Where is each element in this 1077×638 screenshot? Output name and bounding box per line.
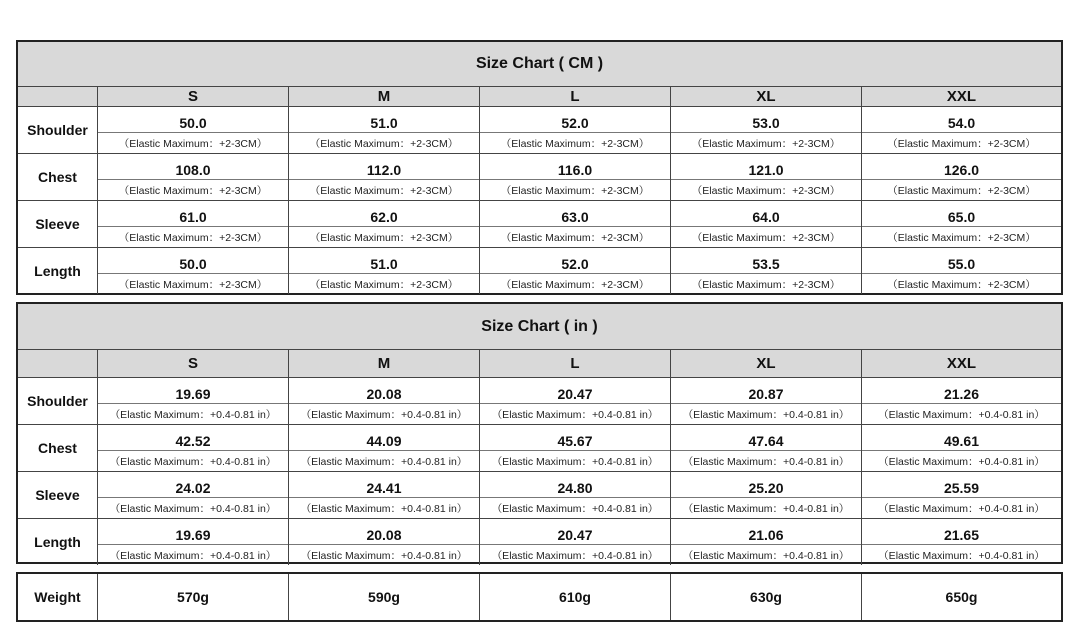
elastic-note: （Elastic Maximum：+2-3CM）: [691, 184, 841, 197]
value-cell-m: [289, 154, 480, 200]
measurement-value: 53.5: [671, 248, 861, 274]
elastic-note: （Elastic Maximum：+2-3CM）: [691, 231, 841, 244]
value-cell-s: [98, 248, 289, 294]
row-label: Sleeve: [18, 472, 98, 518]
size-header-s: S: [98, 87, 289, 106]
weight-value-xxl: 650g: [945, 589, 978, 605]
elastic-note: （Elastic Maximum：+0.4-0.81 in）: [491, 455, 659, 468]
elastic-note: （Elastic Maximum：+2-3CM）: [500, 184, 650, 197]
value-cell-xxl: [862, 519, 1061, 565]
value-cell-xl: [671, 248, 862, 294]
value-cell-l: [480, 472, 671, 518]
value-cell-m: [289, 201, 480, 247]
measurement-value: 21.26: [862, 378, 1061, 404]
measurement-value: 20.47: [480, 519, 670, 545]
measurement-value: 42.52: [98, 425, 288, 451]
value-cell-s: [98, 107, 289, 153]
measurement-value: 62.0: [289, 201, 479, 227]
elastic-note: （Elastic Maximum：+0.4-0.81 in）: [300, 502, 468, 515]
measurement-value: 52.0: [480, 248, 670, 274]
measurement-value: 24.80: [480, 472, 670, 498]
table-row: [18, 248, 1061, 294]
value-cell-xl: [671, 378, 862, 424]
value-cell-xxl: [862, 472, 1061, 518]
elastic-note: （Elastic Maximum：+2-3CM）: [118, 231, 268, 244]
measurement-value: 47.64: [671, 425, 861, 451]
measurement-value: 126.0: [862, 154, 1061, 180]
value-cell-xxl: [862, 378, 1061, 424]
value-cell-l: [480, 201, 671, 247]
elastic-note: （Elastic Maximum：+0.4-0.81 in）: [682, 455, 850, 468]
elastic-note: （Elastic Maximum：+0.4-0.81 in）: [109, 408, 277, 421]
value-cell-xxl: [862, 201, 1061, 247]
row-label: Shoulder: [18, 378, 98, 424]
measurement-value: 65.0: [862, 201, 1061, 227]
elastic-note: （Elastic Maximum：+0.4-0.81 in）: [491, 549, 659, 562]
measurement-value: 49.61: [862, 425, 1061, 451]
elastic-note: （Elastic Maximum：+2-3CM）: [691, 137, 841, 150]
measurement-value: 54.0: [862, 107, 1061, 133]
value-cell-xl: [671, 107, 862, 153]
size-chart-cm-title: Size Chart ( CM ): [18, 42, 1061, 87]
size-chart-in-header: [18, 350, 1061, 378]
measurement-value: 112.0: [289, 154, 479, 180]
header-corner: [18, 350, 98, 377]
weight-value-m: 590g: [289, 574, 480, 620]
elastic-note: （Elastic Maximum：+2-3CM）: [691, 278, 841, 291]
value-cell-xxl: [862, 248, 1061, 294]
measurement-value: 63.0: [480, 201, 670, 227]
elastic-note: （Elastic Maximum：+2-3CM）: [309, 231, 459, 244]
elastic-note: （Elastic Maximum：+2-3CM）: [118, 278, 268, 291]
weight-row: [18, 574, 1061, 620]
elastic-note: （Elastic Maximum：+0.4-0.81 in）: [109, 502, 277, 515]
size-header-xxl: XXL: [946, 355, 977, 372]
elastic-note: （Elastic Maximum：+2-3CM）: [500, 278, 650, 291]
header-corner: [18, 87, 98, 106]
measurement-value: 53.0: [671, 107, 861, 133]
size-header-l: L: [480, 87, 671, 106]
measurement-value: 44.09: [289, 425, 479, 451]
elastic-note: （Elastic Maximum：+0.4-0.81 in）: [682, 408, 850, 421]
value-cell-xl: [671, 154, 862, 200]
measurement-value: 25.20: [671, 472, 861, 498]
value-cell-m: [289, 107, 480, 153]
elastic-note: （Elastic Maximum：+2-3CM）: [887, 231, 1036, 244]
table-row: [18, 378, 1061, 425]
row-label: Shoulder: [18, 107, 98, 153]
weight-value-s: 570g: [98, 574, 289, 620]
measurement-value: 116.0: [480, 154, 670, 180]
elastic-note: （Elastic Maximum：+0.4-0.81 in）: [300, 408, 468, 421]
size-chart-in-title: Size Chart ( in ): [18, 304, 1061, 350]
elastic-note: （Elastic Maximum：+0.4-0.81 in）: [109, 455, 277, 468]
weight-value-l: 610g: [480, 574, 671, 620]
size-chart-cm-header: [18, 87, 1061, 107]
elastic-note: （Elastic Maximum：+2-3CM）: [118, 137, 268, 150]
row-label: Length: [18, 248, 98, 294]
measurement-value: 61.0: [98, 201, 288, 227]
size-header-xl: XL: [671, 350, 862, 377]
size-header-s: S: [98, 350, 289, 377]
size-header-xxl: XXL: [946, 88, 977, 105]
value-cell-xxl: [862, 154, 1061, 200]
measurement-value: 21.06: [671, 519, 861, 545]
value-cell-xxl: [862, 425, 1061, 471]
value-cell-m: [289, 248, 480, 294]
elastic-note: （Elastic Maximum：+0.4-0.81 in）: [300, 455, 468, 468]
measurement-value: 20.08: [289, 519, 479, 545]
table-row: [18, 107, 1061, 154]
measurement-value: 50.0: [98, 248, 288, 274]
value-cell-xl: [671, 201, 862, 247]
value-cell-m: [289, 425, 480, 471]
elastic-note: （Elastic Maximum：+2-3CM）: [309, 184, 459, 197]
measurement-value: 24.02: [98, 472, 288, 498]
elastic-note: （Elastic Maximum：+0.4-0.81 in）: [682, 502, 850, 515]
elastic-note: （Elastic Maximum：+0.4-0.81 in）: [682, 549, 850, 562]
size-header-xl: XL: [671, 87, 862, 106]
measurement-value: 19.69: [98, 378, 288, 404]
value-cell-s: [98, 201, 289, 247]
measurement-value: 24.41: [289, 472, 479, 498]
value-cell-s: [98, 519, 289, 565]
row-label: Length: [18, 519, 98, 565]
value-cell-xl: [671, 472, 862, 518]
measurement-value: 52.0: [480, 107, 670, 133]
elastic-note: （Elastic Maximum：+0.4-0.81 in）: [878, 502, 1045, 515]
row-label: Chest: [18, 154, 98, 200]
measurement-value: 20.87: [671, 378, 861, 404]
elastic-note: （Elastic Maximum：+0.4-0.81 in）: [878, 549, 1045, 562]
value-cell-l: [480, 154, 671, 200]
weight-label: Weight: [18, 574, 98, 620]
measurement-value: 21.65: [862, 519, 1061, 545]
value-cell-xl: [671, 425, 862, 471]
value-cell-s: [98, 425, 289, 471]
row-label: Chest: [18, 425, 98, 471]
value-cell-s: [98, 378, 289, 424]
value-cell-xl: [671, 519, 862, 565]
table-row: [18, 519, 1061, 565]
measurement-value: 20.08: [289, 378, 479, 404]
size-chart-in: [16, 302, 1063, 564]
measurement-value: 25.59: [862, 472, 1061, 498]
size-header-m: M: [289, 87, 480, 106]
size-chart-cm: [16, 40, 1063, 295]
table-row: [18, 425, 1061, 472]
elastic-note: （Elastic Maximum：+2-3CM）: [500, 137, 650, 150]
value-cell-l: [480, 378, 671, 424]
elastic-note: （Elastic Maximum：+2-3CM）: [887, 278, 1036, 291]
measurement-value: 19.69: [98, 519, 288, 545]
value-cell-l: [480, 425, 671, 471]
elastic-note: （Elastic Maximum：+0.4-0.81 in）: [491, 502, 659, 515]
elastic-note: （Elastic Maximum：+0.4-0.81 in）: [491, 408, 659, 421]
weight-value-xl: 630g: [671, 574, 862, 620]
value-cell-m: [289, 519, 480, 565]
size-header-l: L: [480, 350, 671, 377]
weight-table: [16, 572, 1063, 622]
table-row: [18, 201, 1061, 248]
value-cell-m: [289, 472, 480, 518]
elastic-note: （Elastic Maximum：+0.4-0.81 in）: [300, 549, 468, 562]
measurement-value: 64.0: [671, 201, 861, 227]
value-cell-l: [480, 107, 671, 153]
elastic-note: （Elastic Maximum：+2-3CM）: [500, 231, 650, 244]
value-cell-m: [289, 378, 480, 424]
size-chart-in-body: [18, 378, 1061, 565]
value-cell-s: [98, 154, 289, 200]
value-cell-xxl: [862, 107, 1061, 153]
elastic-note: （Elastic Maximum：+0.4-0.81 in）: [878, 408, 1045, 421]
measurement-value: 45.67: [480, 425, 670, 451]
measurement-value: 108.0: [98, 154, 288, 180]
size-header-m: M: [289, 350, 480, 377]
elastic-note: （Elastic Maximum：+2-3CM）: [887, 184, 1036, 197]
measurement-value: 121.0: [671, 154, 861, 180]
elastic-note: （Elastic Maximum：+0.4-0.81 in）: [109, 549, 277, 562]
measurement-value: 55.0: [862, 248, 1061, 274]
measurement-value: 50.0: [98, 107, 288, 133]
measurement-value: 51.0: [289, 248, 479, 274]
row-label: Sleeve: [18, 201, 98, 247]
value-cell-l: [480, 519, 671, 565]
elastic-note: （Elastic Maximum：+2-3CM）: [309, 278, 459, 291]
measurement-value: 20.47: [480, 378, 670, 404]
table-row: [18, 472, 1061, 519]
table-row: [18, 154, 1061, 201]
elastic-note: （Elastic Maximum：+0.4-0.81 in）: [878, 455, 1045, 468]
value-cell-l: [480, 248, 671, 294]
value-cell-s: [98, 472, 289, 518]
measurement-value: 51.0: [289, 107, 479, 133]
elastic-note: （Elastic Maximum：+2-3CM）: [118, 184, 268, 197]
elastic-note: （Elastic Maximum：+2-3CM）: [309, 137, 459, 150]
size-chart-cm-body: [18, 107, 1061, 294]
elastic-note: （Elastic Maximum：+2-3CM）: [887, 137, 1036, 150]
